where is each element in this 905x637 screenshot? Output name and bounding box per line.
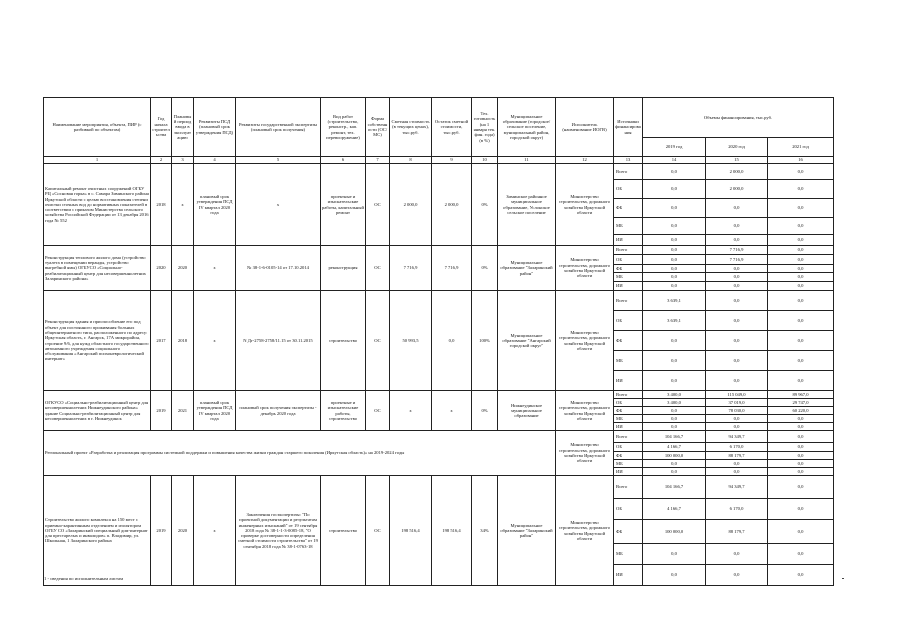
estimated-cost: 198 516,4 (390, 476, 432, 586)
page-edge-divider (853, 0, 854, 637)
amount-2020: 2 000,0 (706, 180, 768, 199)
funding-source: ИИ (614, 282, 643, 291)
funding-source: МБ (614, 460, 643, 468)
psd-details: плановый срок утверждения ПСД IV квартал 2020 года (194, 164, 236, 246)
amount-2020: 0,0 (706, 218, 768, 235)
amount-2021: 0,0 (768, 180, 834, 199)
amount-2019: 0,0 (643, 407, 706, 415)
header-remaining-cost: Остаток сметной стоимости, тыс.руб. (432, 98, 472, 157)
amount-2020: 115 049,0 (706, 391, 768, 399)
column-number: 9 (432, 157, 472, 164)
commission-period: 2020 (172, 246, 194, 291)
amount-2019: 0,0 (643, 199, 706, 218)
table-row (44, 391, 834, 399)
amount-2021: 29 747,0 (768, 399, 834, 407)
amount-2019: 0,0 (643, 331, 706, 351)
column-number: 4 (194, 157, 236, 164)
amount-2020: 88 179,7 (706, 520, 768, 544)
funding-source: ФБ (614, 520, 643, 544)
amount-2019: 104 166,7 (643, 476, 706, 499)
amount-2021: 0,0 (768, 235, 834, 246)
column-number: 10 (472, 157, 498, 164)
amount-2020: 78 030,0 (706, 407, 768, 415)
column-number: 13 (614, 157, 643, 164)
commission-period: х (172, 164, 194, 246)
amount-2021: 0,0 (768, 443, 834, 452)
funding-source: МБ (614, 273, 643, 282)
column-number-row (44, 157, 834, 164)
funding-source: ИИ (614, 423, 643, 431)
column-number: 8 (390, 157, 432, 164)
amount-2019: 0,0 (643, 180, 706, 199)
amount-2021: 0,0 (768, 218, 834, 235)
amount-2020: 94 349,7 (706, 476, 768, 499)
funding-source: ОБ (614, 443, 643, 452)
ownership-form: ОС (366, 476, 390, 586)
header-municipality: Муниципальное образование (городское/сельское поселение, муниципальный район, городской округ) (498, 98, 556, 157)
commission-period: 2021 (172, 391, 194, 431)
amount-2019: 3 400,0 (643, 399, 706, 407)
object-name: Реконструкция здания и приспособление его под объект для постоянного проживания больных общеинтернатного типа, расположенного по адресу: Иркутская область, г. Ангарск, 17А микрорайон, строение 9/6, для нужд областного государственного автономного учреждения социального обслуживания «Ангарский психоневрологический интернат» (44, 291, 151, 391)
funding-source: ИИ (614, 235, 643, 246)
work-type: проектные и изыскательские работы, строительство (321, 391, 366, 431)
municipality: Муниципальное образование "Заларинский район" (498, 476, 556, 586)
amount-2019: 100 000,0 (643, 452, 706, 460)
header-commission-period: Плановый период ввода в эксплуатацию (172, 98, 194, 157)
funding-source: Всего (614, 291, 643, 311)
header-psd-details: Реквизиты ПСД (плановый срок утверждения ПСД) (194, 98, 236, 157)
estimated-cost: 2 000,0 (390, 164, 432, 246)
amount-2019: 3 639,1 (643, 291, 706, 311)
amount-2019: 3 400,0 (643, 391, 706, 399)
amount-2020: 0,0 (706, 460, 768, 468)
column-number: 12 (556, 157, 614, 164)
municipality: Нижнеудинское муниципальное образование (498, 391, 556, 431)
column-number: 7 (366, 157, 390, 164)
scan-speck (842, 578, 844, 579)
amount-2021: 0,0 (768, 265, 834, 273)
amount-2019: 0,0 (643, 218, 706, 235)
start-year: 2019 (151, 476, 172, 586)
amount-2019: 0,0 (643, 235, 706, 246)
amount-2019: 3 639,1 (643, 311, 706, 331)
funding-source: МБ (614, 544, 643, 565)
amount-2021: 0,0 (768, 520, 834, 544)
readiness: 34% (472, 476, 498, 586)
work-type: строительство (321, 291, 366, 391)
funding-source: ФБ (614, 407, 643, 415)
readiness: 0% (472, 164, 498, 246)
amount-2021: 0,0 (768, 273, 834, 282)
funding-source: МБ (614, 351, 643, 371)
object-name: Строительство жилого комплекса на 150 мест с приемно-карантинным отделением и изолятором ОГБУ СО «Заларинский специальный дом-интернат для престарелых и инвалидов» п. Владимир, ул. Школьная, 1 Заларинского района (44, 476, 151, 586)
funding-source: ФБ (614, 331, 643, 351)
expertise-details: № 38-1-6-0105-14 от 17.10.2014 (236, 246, 321, 291)
column-number: 14 (643, 157, 706, 164)
funding-source: ИИ (614, 565, 643, 586)
ownership-form: ОС (366, 391, 390, 431)
regional-project-title: Региональный проект «Разработка и реализация программы системной поддержки и повышения качества жизни граждан старшего поколения (Иркутская область)» на 2019-2024 годы (44, 431, 556, 476)
executor: Министерство строительства, дорожного хозяйства Иркутской области (556, 476, 614, 586)
amount-2021: 89 967,0 (768, 391, 834, 399)
funding-source: ИИ (614, 468, 643, 476)
column-number: 6 (321, 157, 366, 164)
work-type: реконструкция (321, 246, 366, 291)
amount-2020: 0,0 (706, 351, 768, 371)
amount-2020: 0,0 (706, 423, 768, 431)
header-year-2019: 2019 год (643, 138, 706, 157)
expertise-details: Заключения госэкспертизы: "По проектной документации и результатам инженерных изысканий" от 19 сентября 2018 года № 38-1-1-3-0085-18, "О проверке достоверности определения сметной стоимости строительства" от 19 сентября 2018 года № 38-1-0763-18 (236, 476, 321, 586)
header-ownership-form: Форма собственности (ОС/МС) (366, 98, 390, 157)
amount-2021: 0,0 (768, 311, 834, 331)
amount-2021: 0,0 (768, 246, 834, 255)
amount-2021: 0,0 (768, 371, 834, 391)
funding-source: Всего (614, 391, 643, 399)
amount-2019: 100 000,0 (643, 520, 706, 544)
amount-2020: 0,0 (706, 415, 768, 423)
amount-2019: 0,0 (643, 273, 706, 282)
expertise-details: х (236, 164, 321, 246)
ownership-form: ОС (366, 164, 390, 246)
amount-2020: 0,0 (706, 235, 768, 246)
header-funding-source: Источники финансирования (614, 98, 643, 157)
amount-2021: 0,0 (768, 431, 834, 443)
readiness: 0% (472, 246, 498, 291)
column-number: 3 (172, 157, 194, 164)
column-number: 11 (498, 157, 556, 164)
amount-2019: 0,0 (643, 265, 706, 273)
column-number: 5 (236, 157, 321, 164)
amount-2021: 60 220,0 (768, 407, 834, 415)
amount-2021: 0,0 (768, 460, 834, 468)
header-work-type: Вид работ (строительство, реконстр., кап. ремонт, тех. перевооружение) (321, 98, 366, 157)
psd-details: х (194, 291, 236, 391)
municipality: Зиминское районное муниципальное образование, Услонское сельское поселение (498, 164, 556, 246)
psd-details: х (194, 246, 236, 291)
executor: Министерство строительства, дорожного хозяйства Иркутской области (556, 246, 614, 291)
psd-details: плановый срок утверждения ПСД IV квартал 2020 года (194, 391, 236, 431)
table-row (44, 476, 834, 499)
object-name: Капитальный ремонт очистных сооружений ОГБУ РЦ «Сосновая горка» в с. Самара Зиминского района Иркутской области с целью восстановления степени очистки сточных вод до нормативных показателей в соответствии с приказом Министерства сельского хозяйства Российской Федерации от 13 декабря 2016 года № 552 (44, 164, 151, 246)
amount-2019: 0,0 (643, 423, 706, 431)
column-number: 1 (44, 157, 151, 164)
amount-2020: 0,0 (706, 265, 768, 273)
amount-2021: 0,0 (768, 544, 834, 565)
column-number: 16 (768, 157, 834, 164)
funding-source: ОБ (614, 399, 643, 407)
amount-2020: 0,0 (706, 544, 768, 565)
amount-2021: 0,0 (768, 468, 834, 476)
object-name: ОГКУСО «Социально-реабилитационный центр для несовершеннолетних Нижнеудинского района» здание Социально-реабилитационный центр для несовершеннолетних в г. Нижнеудинск (44, 391, 151, 431)
amount-2019: 0,0 (643, 246, 706, 255)
amount-2020: 0,0 (706, 291, 768, 311)
psd-details: х (194, 476, 236, 586)
funding-source: ОБ (614, 180, 643, 199)
header-executor: Исполнитель (наименование ИОГВ) (556, 98, 614, 157)
start-year: 2018 (151, 164, 172, 246)
start-year: 2017 (151, 291, 172, 391)
header-row (44, 98, 834, 138)
work-type: проектные и изыскательские работы, капитальный ремонт (321, 164, 366, 246)
amount-2020: 0,0 (706, 468, 768, 476)
remaining-cost: 7 716,9 (432, 246, 472, 291)
object-name: Реконструкция теплового жилого дома (устройство туалета в помещении веранды, устройство выгребной ямы) ОГБУСО «Социально-реабилитационный центр для несовершеннолетних Заларинского района» (44, 246, 151, 291)
amount-2020: 94 349,7 (706, 431, 768, 443)
amount-2021: 0,0 (768, 199, 834, 218)
column-number: 15 (706, 157, 768, 164)
amount-2021: 0,0 (768, 282, 834, 291)
header-year-2021: 2021 год (768, 138, 834, 157)
amount-2020: 37 019,0 (706, 399, 768, 407)
table-row (44, 164, 834, 180)
funding-source: ОБ (614, 255, 643, 265)
funding-source: ОБ (614, 311, 643, 331)
amount-2019: 0,0 (643, 282, 706, 291)
remaining-cost: 198 516,4 (432, 476, 472, 586)
amount-2021: 0,0 (768, 164, 834, 180)
column-number: 2 (151, 157, 172, 164)
funding-source: Всего (614, 164, 643, 180)
executor: Министерство строительства, дорожного хозяйства Иркутской области (556, 431, 614, 476)
amount-2019: 104 166,7 (643, 431, 706, 443)
amount-2021: 0,0 (768, 331, 834, 351)
amount-2021: 0,0 (768, 415, 834, 423)
amount-2020: 0,0 (706, 565, 768, 586)
funding-source: ИИ (614, 371, 643, 391)
funding-source: ОБ (614, 499, 643, 520)
executor: Министерство строительства, дорожного хозяйства Иркутской области (556, 391, 614, 431)
amount-2019: 0,0 (643, 460, 706, 468)
amount-2021: 0,0 (768, 452, 834, 460)
amount-2019: 0,0 (643, 351, 706, 371)
municipality: Муниципальное образование "Ангарский городской округ" (498, 291, 556, 391)
amount-2020: 6 170,0 (706, 499, 768, 520)
footnote: 1 - сведения по исполнительным листам (44, 576, 123, 581)
funding-source: ФБ (614, 265, 643, 273)
amount-2021: 0,0 (768, 565, 834, 586)
amount-2020: 88 179,7 (706, 452, 768, 460)
header-expertise-details: Реквизиты государственной экспертизы (плановый срок получения) (236, 98, 321, 157)
amount-2020: 7 716,9 (706, 246, 768, 255)
header-estimated-cost: Сметная стоимость (в текущих ценах), тыс.руб. (390, 98, 432, 157)
amount-2019: 0,0 (643, 164, 706, 180)
amount-2019: 0,0 (643, 415, 706, 423)
amount-2019: 0,0 (643, 371, 706, 391)
table-row (44, 291, 834, 311)
amount-2020: 6 170,0 (706, 443, 768, 452)
remaining-cost: 2 000,0 (432, 164, 472, 246)
start-year: 2020 (151, 246, 172, 291)
funding-source: МБ (614, 218, 643, 235)
amount-2021: 0,0 (768, 255, 834, 265)
amount-2020: 7 716,9 (706, 255, 768, 265)
header-start-year: Год начала строительства (151, 98, 172, 157)
header-financing-volume: Объемы финансирования, тыс.руб. (643, 98, 834, 138)
start-year: 2019 (151, 391, 172, 431)
readiness: 100% (472, 291, 498, 391)
amount-2020: 0,0 (706, 311, 768, 331)
amount-2021: 0,0 (768, 423, 834, 431)
header-year-2020: 2020 год (706, 138, 768, 157)
amount-2019: 4 166,7 (643, 443, 706, 452)
amount-2020: 0,0 (706, 331, 768, 351)
municipality: Муниципальное образование "Заларинский район" (498, 246, 556, 291)
amount-2019: 0,0 (643, 544, 706, 565)
ownership-form: ОС (366, 246, 390, 291)
funding-source: Всего (614, 431, 643, 443)
amount-2021: 0,0 (768, 291, 834, 311)
funding-source: МБ (614, 415, 643, 423)
amount-2020: 2 000,0 (706, 164, 768, 180)
amount-2019: 4 166,7 (643, 499, 706, 520)
amount-2020: 0,0 (706, 282, 768, 291)
amount-2021: 0,0 (768, 351, 834, 371)
funding-source: Всего (614, 246, 643, 255)
funding-source: ФБ (614, 452, 643, 460)
amount-2019: 0,0 (643, 565, 706, 586)
amount-2020: 0,0 (706, 273, 768, 282)
remaining-cost: х (432, 391, 472, 431)
table-row (44, 246, 834, 255)
financing-table (43, 97, 834, 586)
commission-period: 2020 (172, 476, 194, 586)
estimated-cost: 50 993,5 (390, 291, 432, 391)
commission-period: 2018 (172, 291, 194, 391)
header-object-name: Наименование мероприятия, объекта, ПИР (с разбивкой по объектам) (44, 98, 151, 157)
executor: Министерство строительства, дорожного хозяйства Иркутской области (556, 291, 614, 391)
estimated-cost: 7 716,9 (390, 246, 432, 291)
work-type: строительство (321, 476, 366, 586)
readiness: 0% (472, 391, 498, 431)
amount-2021: 0,0 (768, 476, 834, 499)
ownership-form: ОС (366, 291, 390, 391)
amount-2019: 0,0 (643, 255, 706, 265)
header-readiness: Тех. готовность (на 1 января тек. фин. года) (в %) (472, 98, 498, 157)
table-row (44, 431, 834, 443)
amount-2020: 0,0 (706, 371, 768, 391)
amount-2020: 0,0 (706, 199, 768, 218)
remaining-cost: 0,0 (432, 291, 472, 391)
amount-2019: 0,0 (643, 468, 706, 476)
funding-source: Всего (614, 476, 643, 499)
amount-2021: 0,0 (768, 499, 834, 520)
funding-source: ФБ (614, 199, 643, 218)
executor: Министерство строительства, дорожного хозяйства Иркутской области (556, 164, 614, 246)
expertise-details: плановый срок получения экспертизы - декабрь 2020 года (236, 391, 321, 431)
expertise-details: N Дг-2758-2758/11.15 от 30.11.2015 (236, 291, 321, 391)
estimated-cost: х (390, 391, 432, 431)
